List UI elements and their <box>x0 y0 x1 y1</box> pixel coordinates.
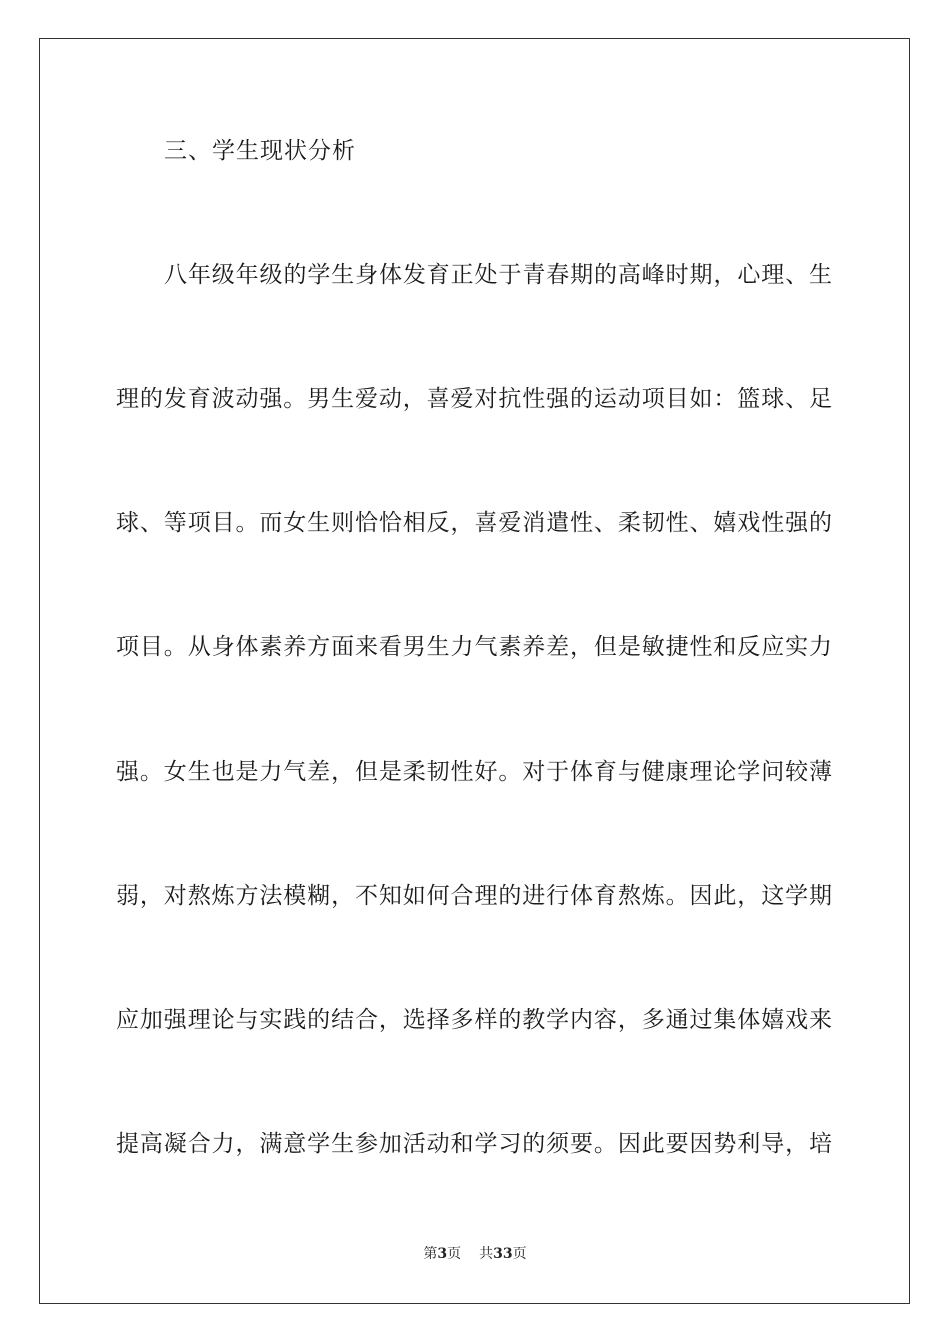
paragraph-line-8: 提高凝合力，满意学生参加活动和学习的须要。因此要因势利导，培 <box>116 1131 832 1157</box>
footer-page-number: 3 <box>437 1246 448 1262</box>
paragraph-line-4: 项目。从身体素养方面来看男生力气素养差，但是敏捷性和反应实力 <box>116 634 832 660</box>
paragraph-line-6: 弱，对熬炼方法模糊，不知如何合理的进行体育熬炼。因此，这学期 <box>116 883 832 909</box>
section-heading: 三、学生现状分析 <box>164 138 356 164</box>
paragraph-line-5: 强。女生也是力气差，但是柔韧性好。对于体育与健康理论学问较薄 <box>116 759 832 785</box>
page-border <box>39 38 910 1304</box>
paragraph-line-2: 理的发育波动强。男生爱动，喜爱对抗性强的运动项目如：篮球、足 <box>116 386 832 412</box>
page-footer <box>0 1245 950 1263</box>
paragraph-line-7: 应加强理论与实践的结合，选择多样的教学内容，多通过集体嬉戏来 <box>116 1007 832 1033</box>
paragraph-line-3: 球、等项目。而女生则恰恰相反，喜爱消遣性、柔韧性、嬉戏性强的 <box>116 510 832 536</box>
footer-total-suffix: 页 <box>512 1246 527 1262</box>
footer-page-suffix: 页 <box>447 1246 462 1262</box>
paragraph-line-1: 八年级年级的学生身体发育正处于青春期的高峰时期，心理、生 <box>164 262 832 288</box>
footer-page-prefix: 第 <box>423 1246 438 1262</box>
footer-total-pages: 33 <box>493 1246 513 1262</box>
footer-total-prefix: 共 <box>479 1246 494 1262</box>
